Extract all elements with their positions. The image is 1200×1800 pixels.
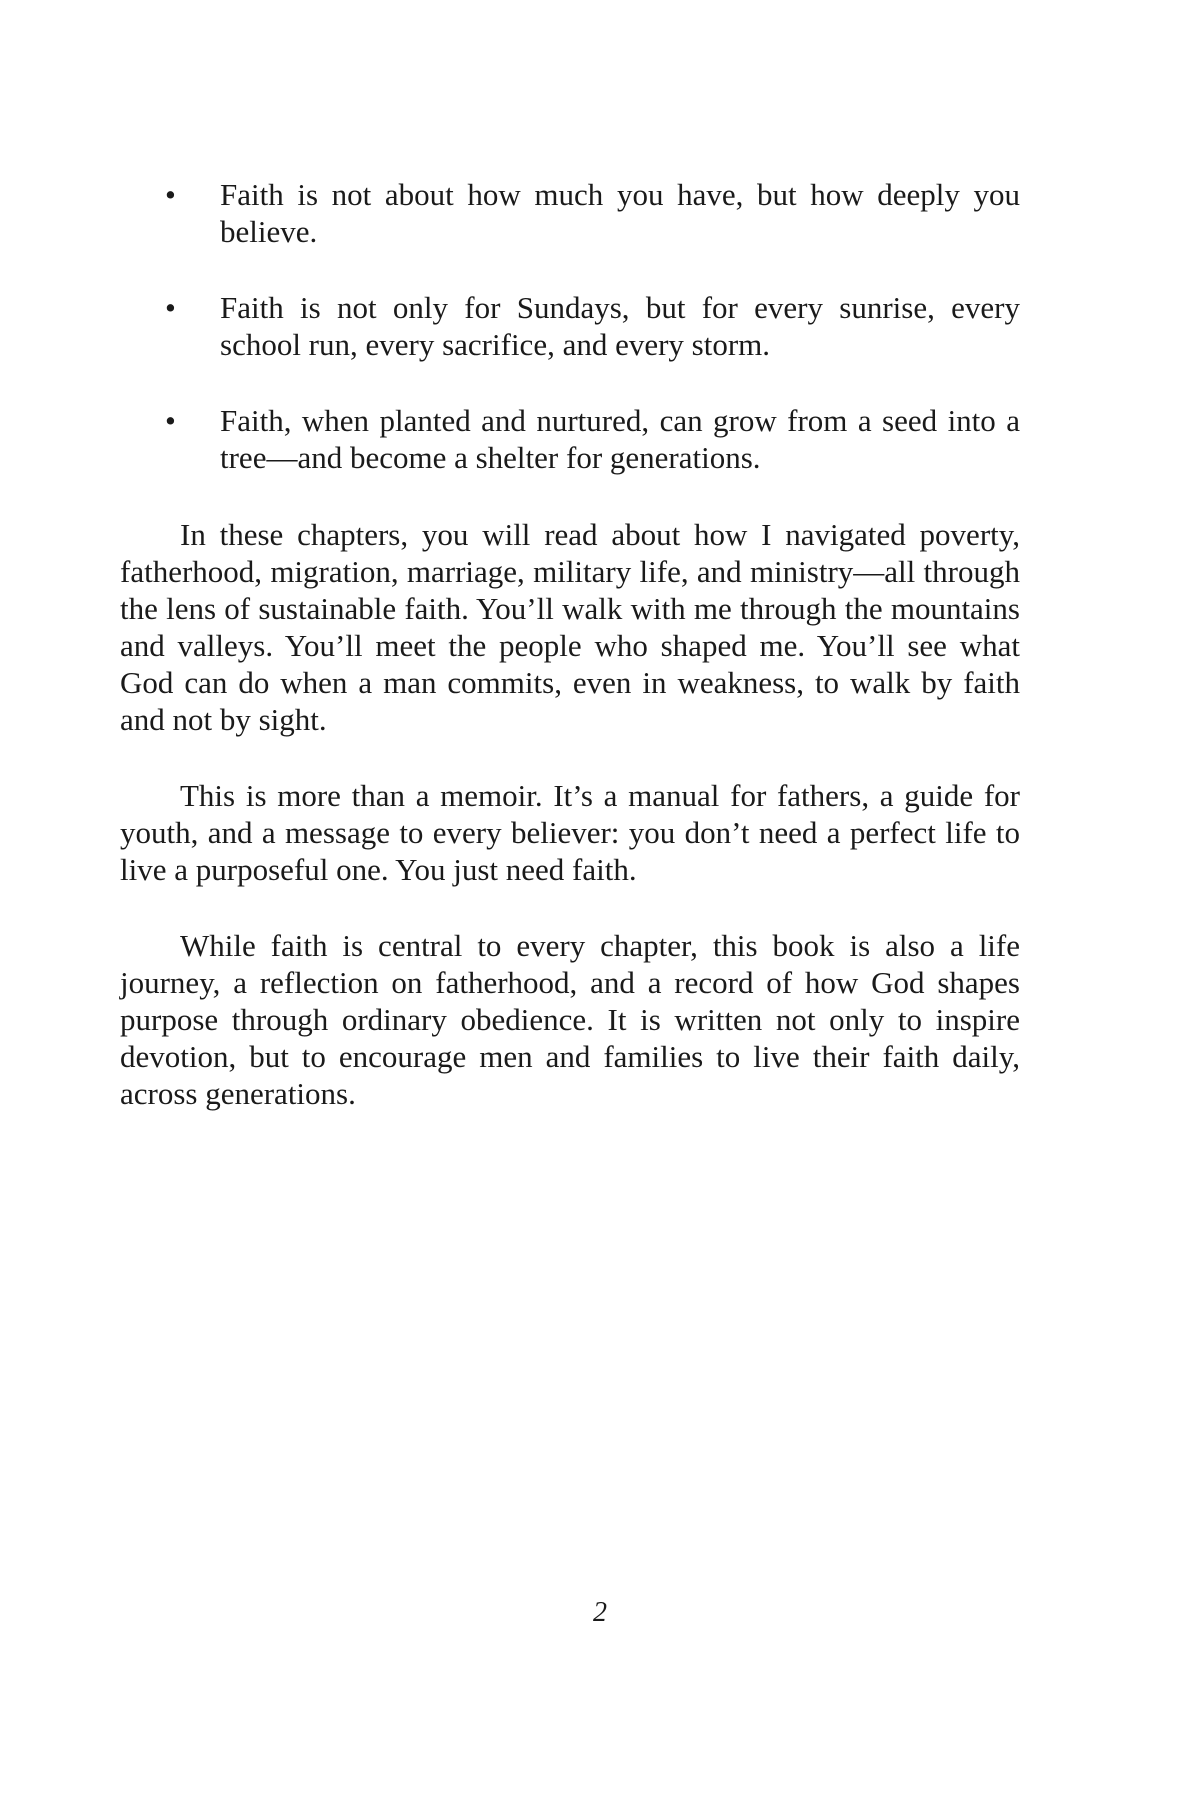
body-paragraph: In these chapters, you will read about how I navigated poverty, fatherhood, migration, marriage, military life, and ministry—all through the lens of sustainable faith. You’ll walk with me through the mountains and valleys. You’ll meet the people who shaped me. You’ll see what God can do when a man commits, even in weakness, to walk by faith and not by sight.: [120, 517, 1020, 737]
bullet-icon: •: [165, 403, 176, 438]
bullet-item: [120, 176, 1020, 250]
bullet-icon: •: [165, 177, 176, 212]
bullet-list: [120, 176, 1020, 476]
bullet-text: Faith is not about how much you have, but how deeply you believe.: [220, 177, 1020, 249]
bullet-text: Faith, when planted and nurtured, can grow from a seed into a tree—and become a shelter for generations.: [220, 403, 1020, 475]
bullet-item: [120, 289, 1020, 363]
body-paragraph: This is more than a memoir. It’s a manual for fathers, a guide for youth, and a message to every believer: you don’t need a perfect life to live a purposeful one. You just need faith.: [120, 778, 1020, 887]
body-paragraph: While faith is central to every chapter, this book is also a life journey, a reflection on fatherhood, and a record of how God shapes purpose through ordinary obedience. It is written not only to inspire devotion, but to encourage men and families to live their faith daily, across generations.: [120, 928, 1020, 1111]
page-number: 2: [593, 1597, 607, 1628]
bullet-text: Faith is not only for Sundays, but for every sunrise, every school run, every sacrifice, and every storm.: [220, 290, 1020, 362]
bullet-icon: •: [165, 290, 176, 325]
bullet-item: [120, 402, 1020, 476]
page-body: [120, 176, 1020, 1112]
